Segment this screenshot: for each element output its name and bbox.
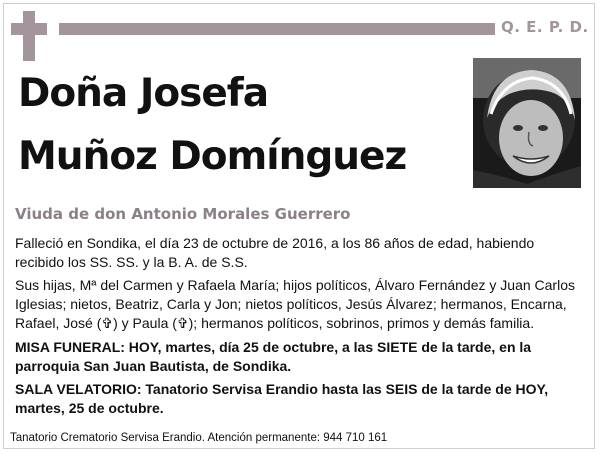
family-list: Sus hijas, Mª del Carmen y Rafaela María; hijos políticos, Álvaro Fernández y Juan Carlos Iglesias; nietos, Beatriz, Carla y Jon; nietos políticos, Jesús Álvarez; hermanos, Encarna, Rafael, José (✞) y Paula (✞); hermanos políticos, sobrinos, primos y demás familia. (15, 277, 575, 331)
deceased-name-line2: Muñoz Domínguez (18, 134, 407, 179)
death-announcement: Falleció en Sondika, el día 23 de octubre de 2016, a los 86 años de edad, habiendo recibido los SS. SS. y la B. A. de S.S. (15, 235, 535, 270)
funeral-mass-info: MISA FUNERAL: HOY, martes, día 25 de octubre, a las SIETE de la tarde, en la parroquia San Juan Bautista, de Sondika. (15, 339, 532, 374)
funeral-home-footer: Tanatorio Crematorio Servisa Erandio. Atención permanente: 944 710 161 (10, 432, 388, 444)
portrait-photo (473, 58, 581, 188)
widow-subtitle: Viuda de don Antonio Morales Guerrero (15, 205, 351, 223)
portrait-illustration (473, 58, 581, 188)
qepd-tag: Q. E. P. D. (501, 18, 589, 36)
deceased-name-line1: Doña Josefa (18, 71, 269, 116)
wake-room-info: SALA VELATORIO: Tanatorio Servisa Erandio hasta las SEIS de la tarde de HOY, martes, 25 de octubre. (15, 381, 549, 416)
header-bar (59, 23, 495, 35)
